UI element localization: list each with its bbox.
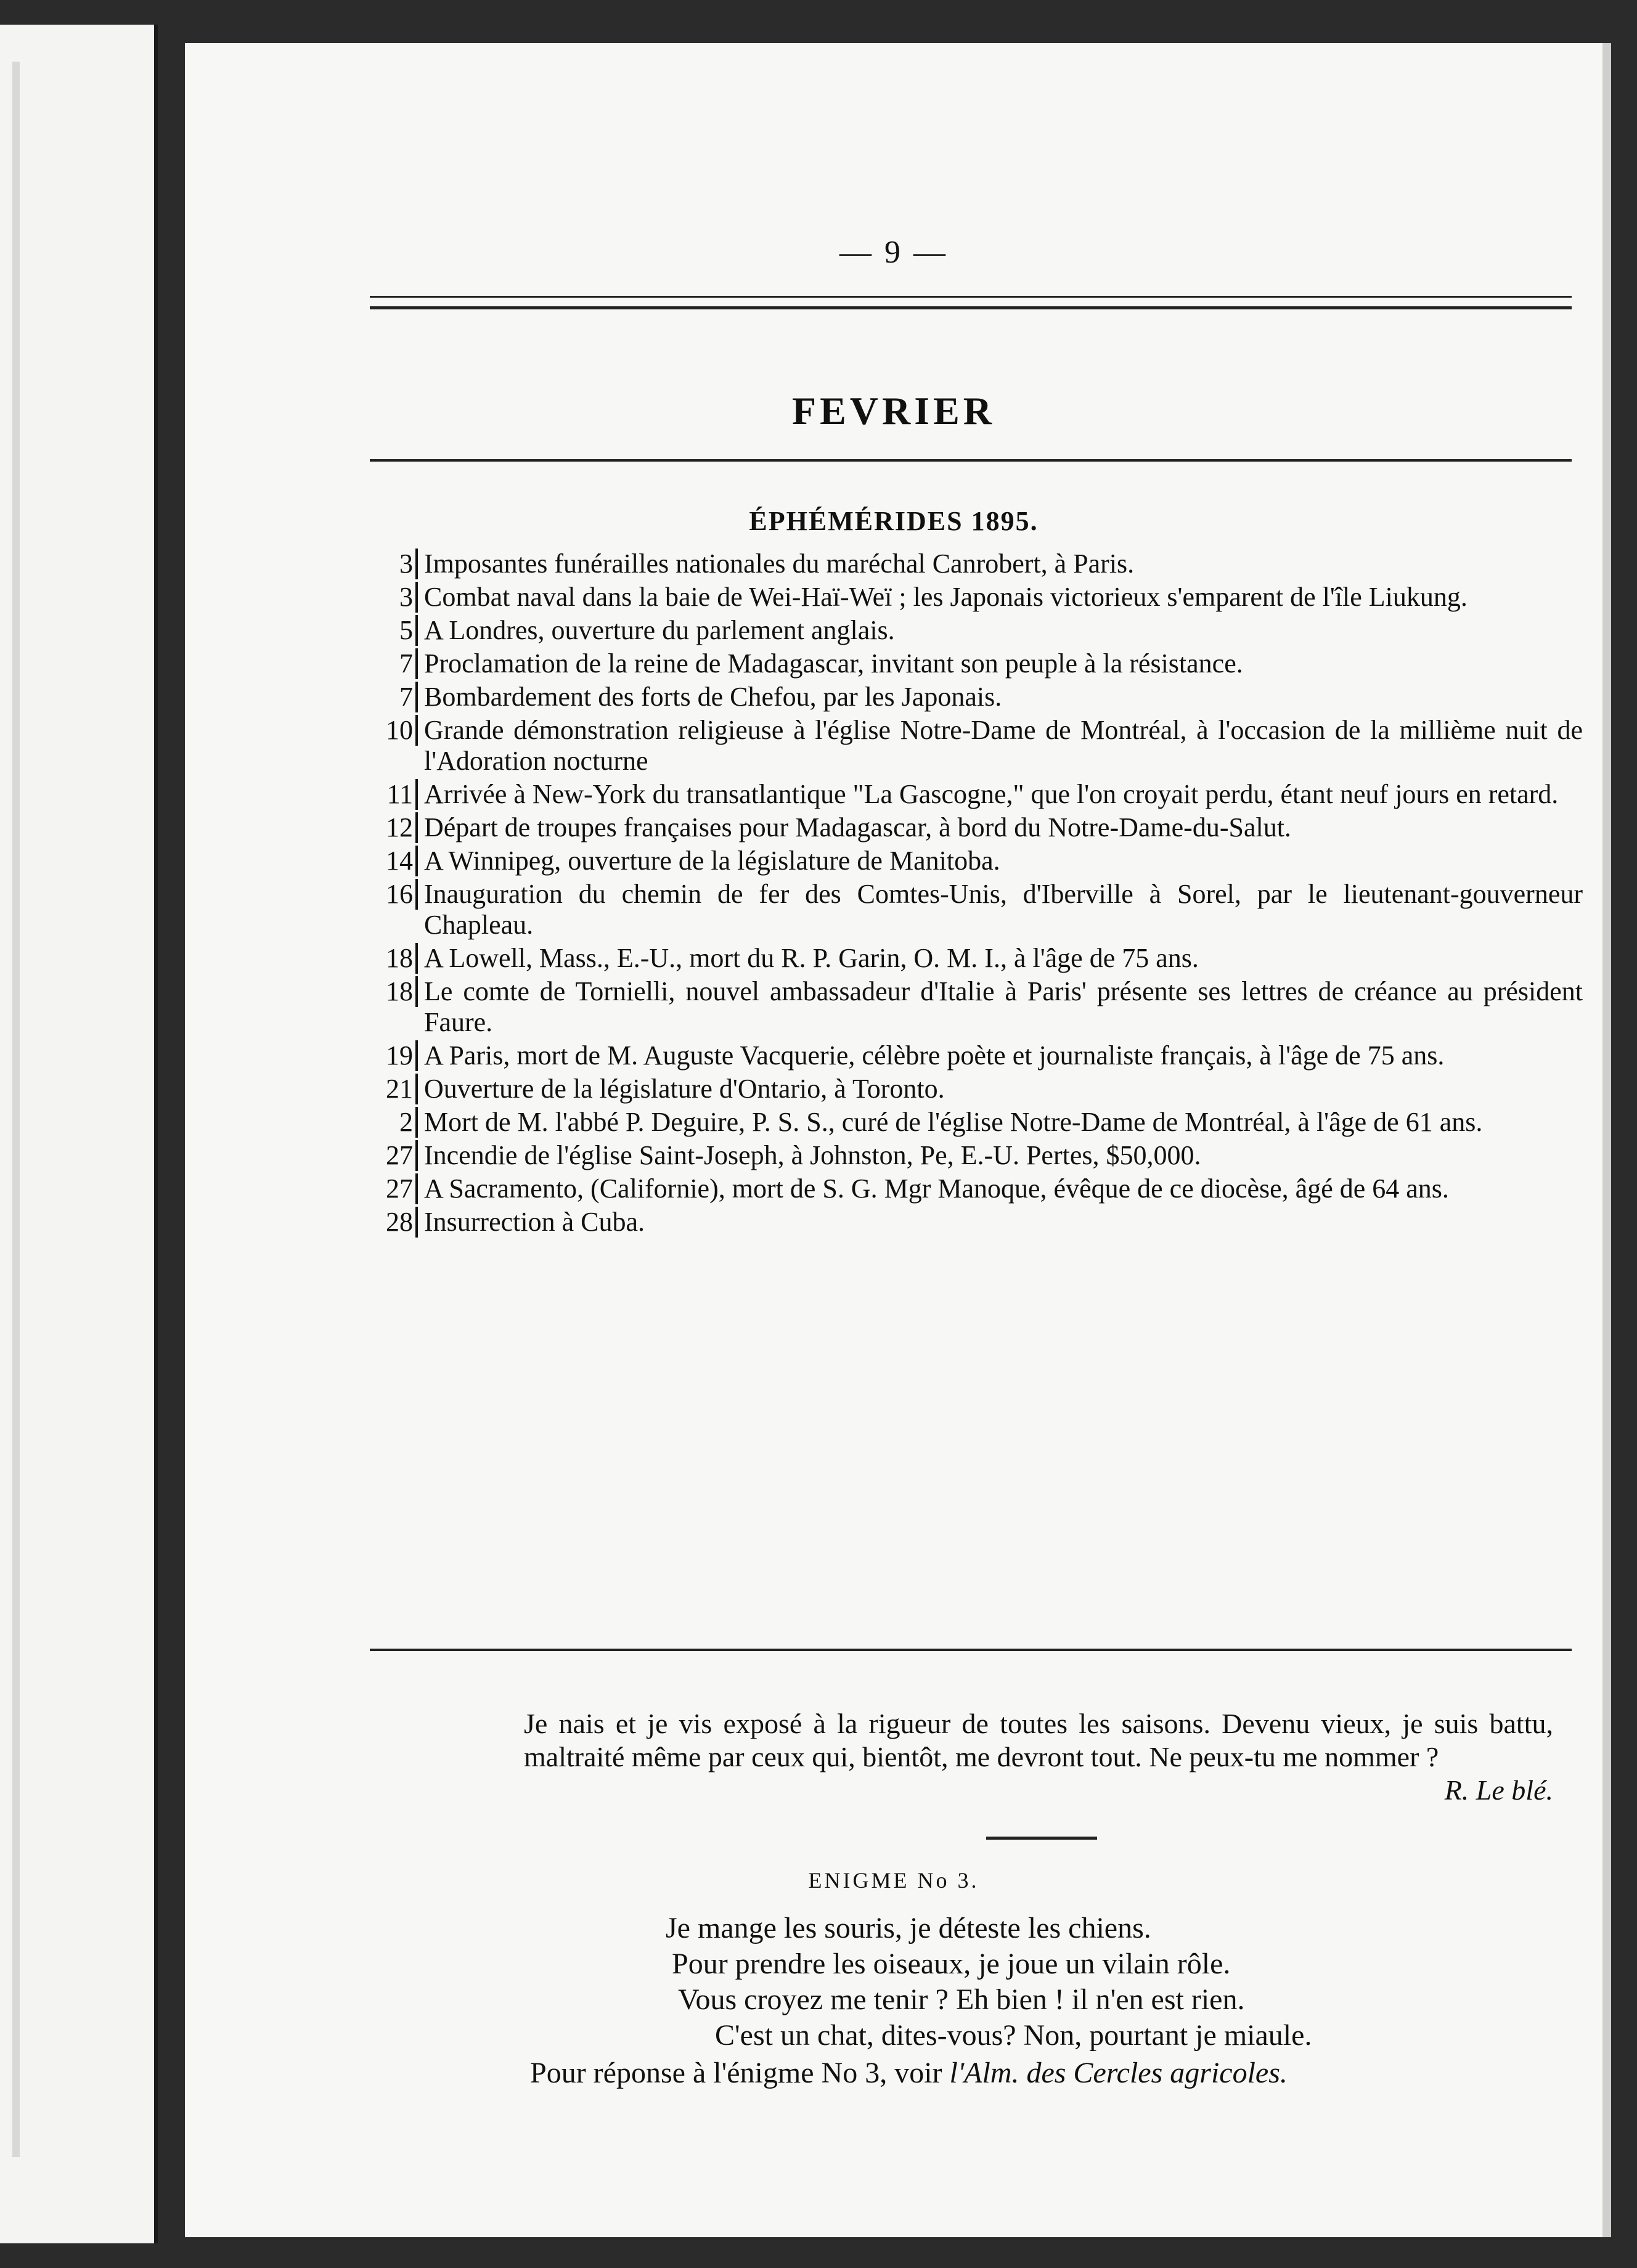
- event-day: 11: [357, 779, 418, 810]
- riddle: [524, 1707, 1553, 1807]
- event-text: A Londres, ouverture du parlement anglais.: [424, 615, 895, 645]
- event-text: Le comte de Tornielli, nouvel ambassadeur d'Italie à Paris' présente ses lettres de créance au président Faure.: [424, 976, 1583, 1037]
- event-day: 27: [357, 1173, 418, 1204]
- event-text: Départ de troupes françaises pour Madagascar, à bord du Notre-Dame-du-Salut.: [424, 812, 1291, 842]
- event-day: 5: [357, 615, 418, 646]
- event-day: 21: [357, 1074, 418, 1104]
- event-day: 7: [357, 648, 418, 679]
- event-text: Proclamation de la reine de Madagascar, invitant son peuple à la résistance.: [424, 648, 1243, 679]
- event-row: [357, 846, 1584, 876]
- page-number: — 9 —: [839, 235, 948, 270]
- enigma-separator: [986, 1837, 1097, 1840]
- enigma-reference: [530, 2055, 1578, 2091]
- event-day: 3: [357, 582, 418, 613]
- event-text: Grande démonstration religieuse à l'église Notre-Dame de Montréal, à l'occasion de la millième nuit de l'Adoration nocturne: [424, 715, 1583, 776]
- event-row: [357, 812, 1584, 843]
- event-text: Ouverture de la législature d'Ontario, à Toronto.: [424, 1074, 945, 1104]
- event-day: 27: [357, 1140, 418, 1171]
- event-day: 12: [357, 812, 418, 843]
- event-row: [357, 715, 1584, 777]
- event-day: 18: [357, 976, 418, 1007]
- event-day: 2: [357, 1107, 418, 1138]
- event-row: [357, 943, 1584, 974]
- event-row: [357, 648, 1584, 679]
- event-day: 16: [357, 879, 418, 910]
- event-day: 28: [357, 1207, 418, 1238]
- enigma-poem: [666, 1911, 1590, 2054]
- event-row: [357, 1040, 1584, 1071]
- poem-line: C'est un chat, dites-vous? Non, pourtant je miaule.: [715, 2019, 1312, 2052]
- event-day: 10: [357, 715, 418, 746]
- event-row: [357, 1074, 1584, 1104]
- event-row: [357, 549, 1584, 579]
- event-day: 18: [357, 943, 418, 974]
- month-rule: [370, 459, 1572, 462]
- poem-line: Je mange les souris, je déteste les chiens.: [666, 1912, 1151, 1944]
- riddle-answer: R. Le blé.: [1444, 1774, 1553, 1806]
- event-text: Insurrection à Cuba.: [424, 1207, 645, 1237]
- event-text: Imposantes funérailles nationales du maréchal Canrobert, à Paris.: [424, 549, 1135, 579]
- enigma-title: ENIGME No 3.: [808, 1868, 979, 1893]
- event-text: A Paris, mort de M. Auguste Vacquerie, célèbre poète et journaliste français, à l'âge de 75 ans.: [424, 1040, 1445, 1071]
- event-row: [357, 1173, 1584, 1204]
- reference-source: l'Alm. des Cercles agricoles.: [949, 2057, 1288, 2089]
- event-row: [357, 779, 1584, 810]
- event-row: [357, 1140, 1584, 1171]
- event-day: 19: [357, 1040, 418, 1071]
- month-title: FEVRIER: [791, 389, 996, 433]
- event-text: Inauguration du chemin de fer des Comtes-Unis, d'Iberville à Sorel, par le lieutenant-gouverneur Chapleau.: [424, 879, 1583, 940]
- events-bottom-rule: [370, 1649, 1572, 1651]
- event-text: Arrivée à New-York du transatlantique "La Gascogne," que l'on croyait perdu, étant neuf jours en retard.: [424, 779, 1559, 809]
- event-row: [357, 615, 1584, 646]
- poem-line: Pour prendre les oiseaux, je joue un vilain rôle.: [672, 1948, 1231, 1980]
- event-text: A Lowell, Mass., E.-U., mort du R. P. Garin, O. M. I., à l'âge de 75 ans.: [424, 943, 1199, 973]
- event-row: [357, 1107, 1584, 1138]
- reference-prefix: Pour réponse à l'énigme No 3, voir: [530, 2057, 950, 2089]
- events-list: [357, 549, 1584, 1240]
- event-text: A Sacramento, (Californie), mort de S. G. Mgr Manoque, évêque de ce diocèse, âgé de 64 ans.: [424, 1173, 1449, 1204]
- event-row: [357, 1207, 1584, 1238]
- event-row: [357, 682, 1584, 712]
- event-day: 3: [357, 549, 418, 579]
- event-text: Incendie de l'église Saint-Joseph, à Johnston, Pe, E.-U. Pertes, $50,000.: [424, 1140, 1201, 1170]
- event-row: [357, 879, 1584, 940]
- left-page-edge: [0, 25, 158, 2243]
- event-row: [357, 582, 1584, 613]
- poem-line: Vous croyez me tenir ? Eh bien ! il n'en est rien.: [678, 1983, 1245, 2016]
- page-shadow-stripe: [12, 62, 20, 2157]
- section-title: ÉPHÉMÉRIDES 1895.: [749, 506, 1039, 536]
- event-text: A Winnipeg, ouverture de la législature de Manitoba.: [424, 846, 1000, 876]
- event-row: [357, 976, 1584, 1038]
- riddle-text: Je nais et je vis exposé à la rigueur de toutes les saisons. Devenu vieux, je suis battu, maltraité même par ceux qui, bientôt, me devront tout. Ne peux-tu me nommer ?: [524, 1708, 1553, 1772]
- event-text: Bombardement des forts de Chefou, par les Japonais.: [424, 682, 1002, 712]
- book-page: [185, 43, 1611, 2237]
- event-text: Mort de M. l'abbé P. Deguire, P. S. S., curé de l'église Notre-Dame de Montréal, à l'âge de 61 ans.: [424, 1107, 1483, 1137]
- event-day: 7: [357, 682, 418, 712]
- top-double-rule: [370, 296, 1572, 309]
- event-day: 14: [357, 846, 418, 876]
- event-text: Combat naval dans la baie de Wei-Haï-Weï ; les Japonais victorieux s'emparent de l'île Liukung.: [424, 582, 1468, 612]
